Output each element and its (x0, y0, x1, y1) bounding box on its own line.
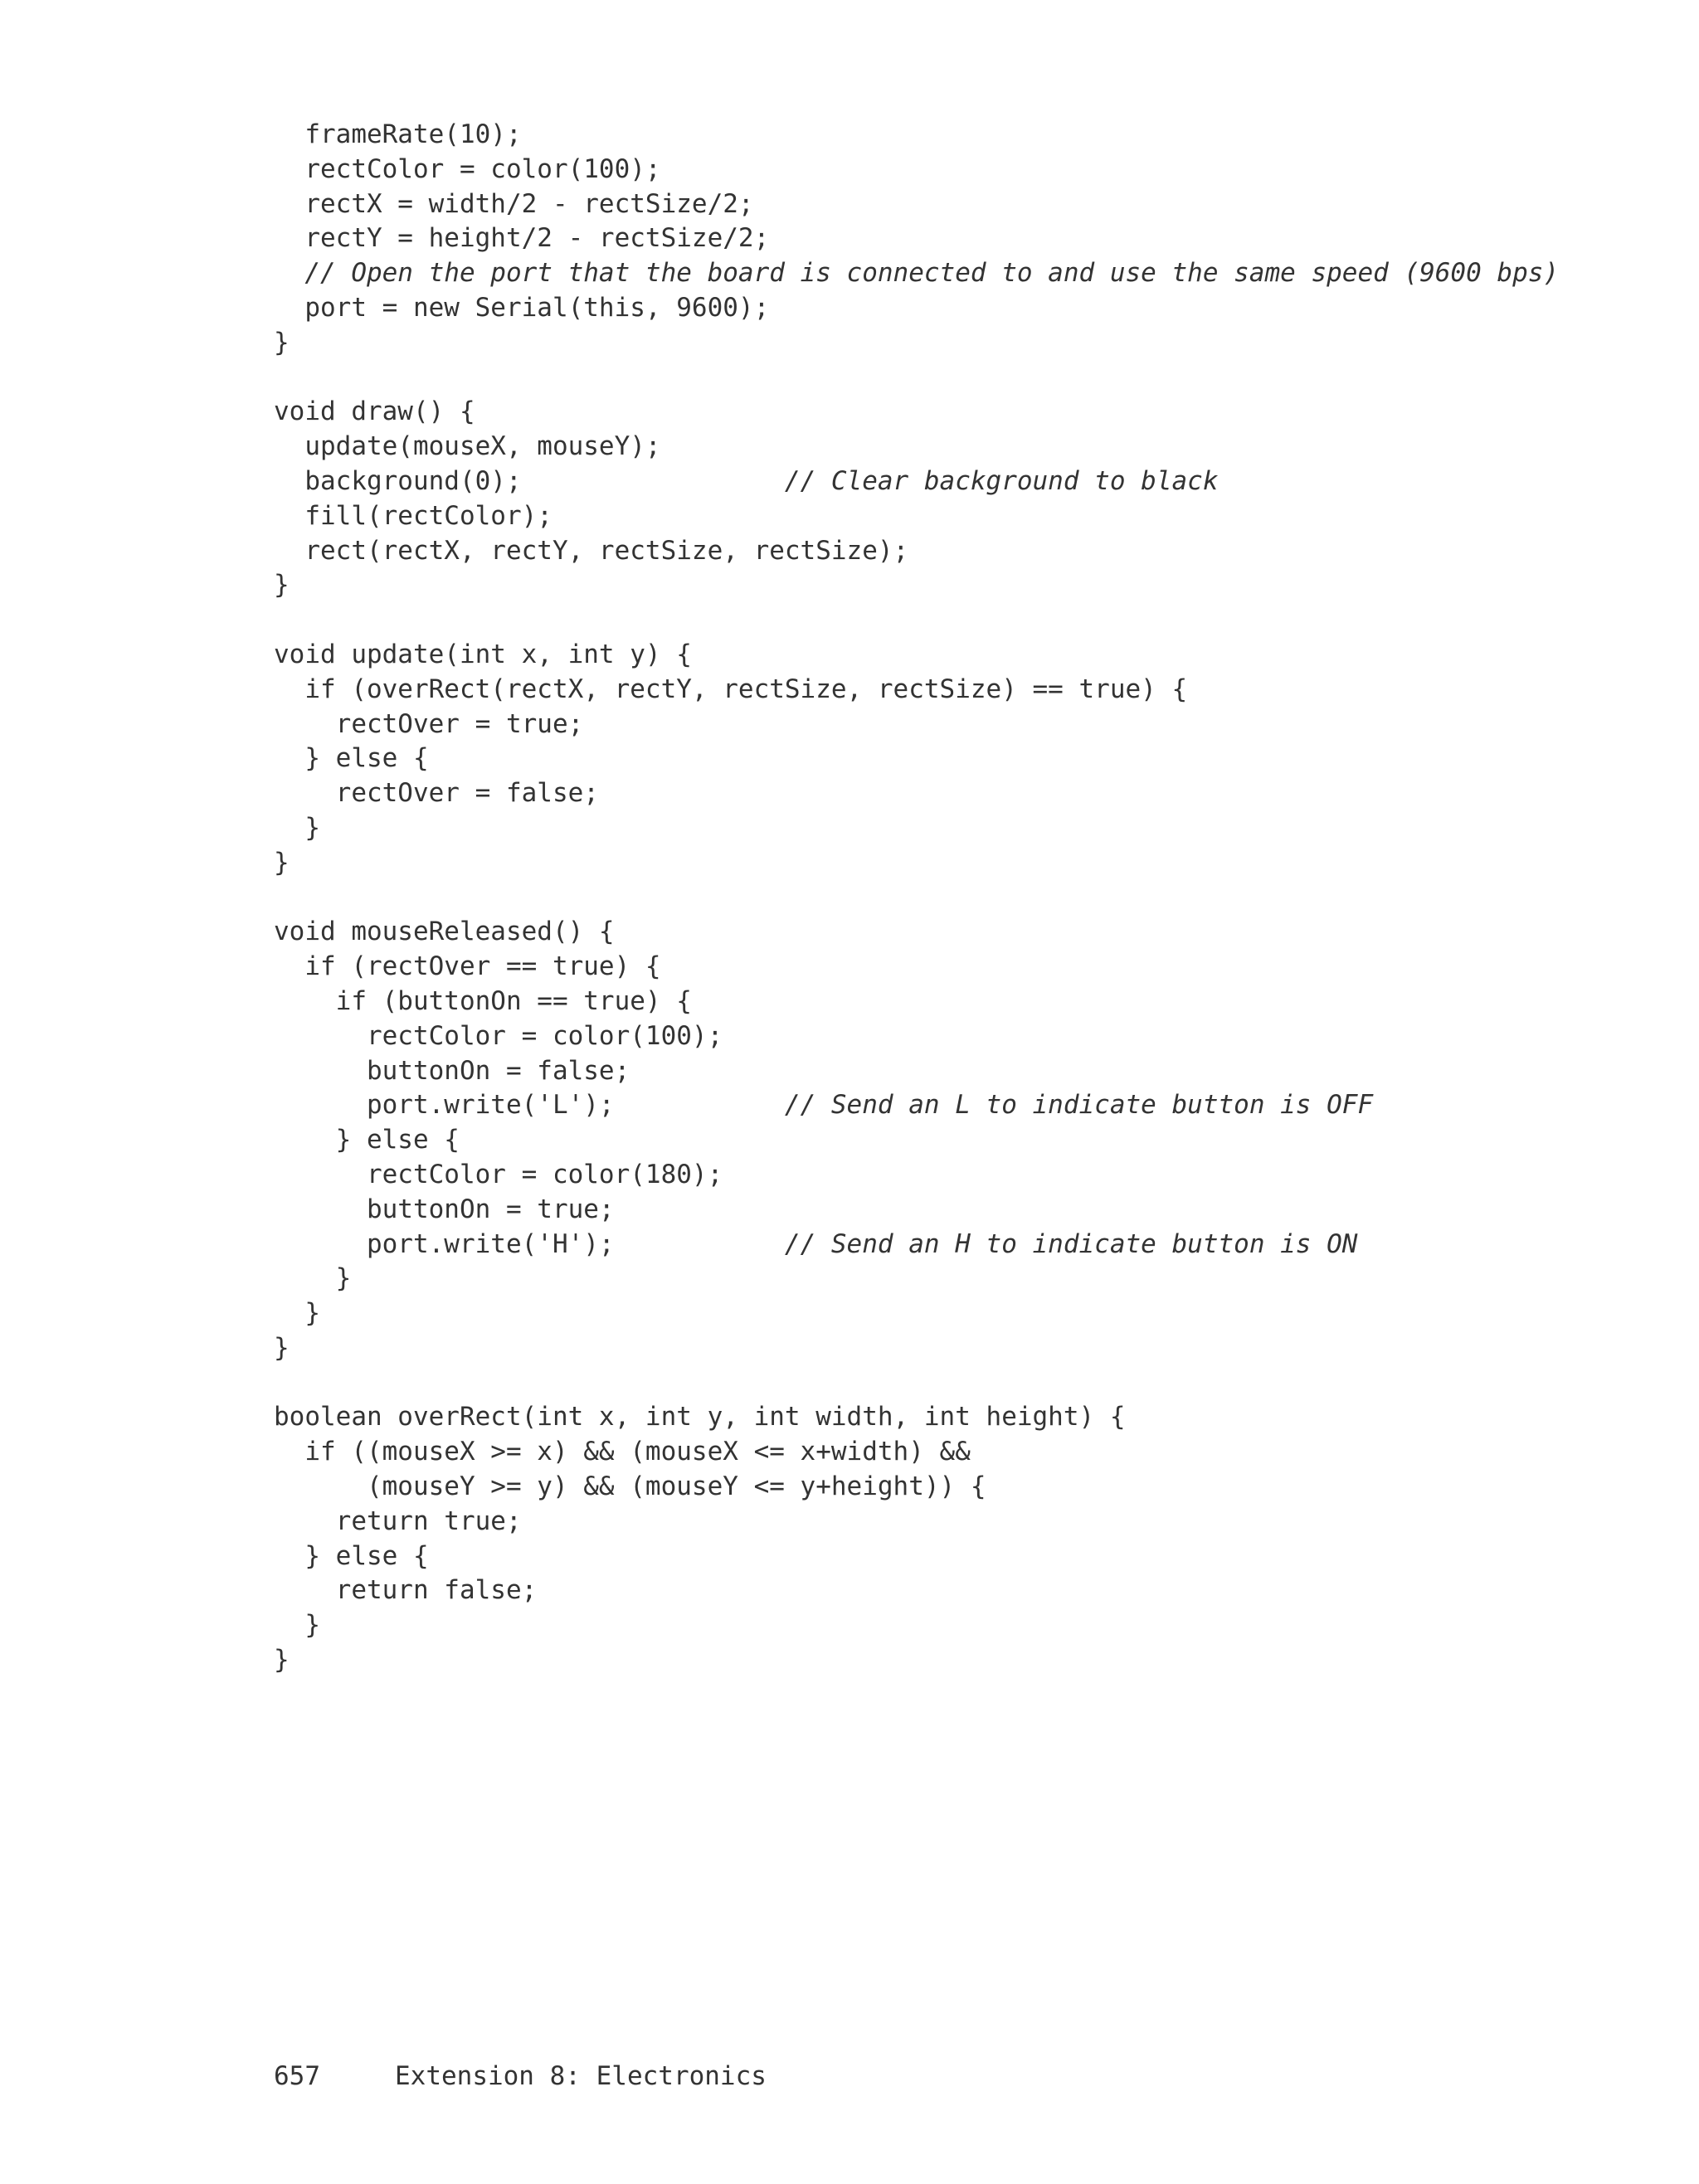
code-line (274, 1608, 1651, 1643)
code-line (274, 1366, 1651, 1401)
code-text: return true; (274, 1505, 522, 1536)
code-text: rectColor = color(180); (274, 1159, 723, 1189)
code-text: port.write('H'); (274, 1228, 785, 1259)
code-line (274, 846, 1651, 881)
code-text: port.write('L'); (274, 1090, 785, 1121)
code-text: } else { (274, 1125, 460, 1155)
code-line (274, 603, 1651, 638)
code-text: buttonOn = true; (274, 1194, 615, 1224)
code-line (274, 568, 1651, 603)
code-line (274, 1158, 1651, 1193)
code-line (274, 776, 1651, 811)
code-line (274, 1331, 1651, 1366)
code-line (274, 1088, 1651, 1123)
code-line (274, 430, 1651, 465)
code-line (274, 1228, 1651, 1262)
code-text: rect(rectX, rectY, rectSize, rectSize); (274, 535, 909, 566)
code-line (274, 1123, 1651, 1158)
code-line (274, 673, 1651, 708)
code-line (274, 1435, 1651, 1470)
code-text: } (274, 812, 320, 843)
code-line (274, 1193, 1651, 1228)
code-text: rectColor = color(100); (274, 1020, 723, 1051)
code-line (274, 1296, 1651, 1331)
section-title: Extension 8: Electronics (395, 2061, 767, 2091)
code-text: } (274, 1332, 290, 1363)
code-text: } (274, 570, 290, 601)
code-text: } (274, 1263, 352, 1294)
code-line (274, 1470, 1651, 1505)
code-comment: // Clear background to black (784, 465, 1219, 496)
code-text: rectOver = false; (274, 778, 599, 809)
code-line (274, 881, 1651, 916)
code-text: } (274, 1610, 320, 1641)
code-text: rectX = width/2 - rectSize/2; (274, 188, 754, 219)
code-line (274, 465, 1651, 499)
code-line (274, 1019, 1651, 1054)
code-text: } (274, 1298, 320, 1329)
code-comment: // Send an H to indicate button is ON (784, 1228, 1358, 1259)
code-line (274, 1540, 1651, 1574)
code-text: if (rectOver == true) { (274, 951, 661, 982)
code-text: port = new Serial(this, 9600); (274, 292, 770, 323)
code-line (274, 291, 1651, 326)
code-text: if (buttonOn == true) { (274, 985, 692, 1016)
code-text: void update(int x, int y) { (274, 639, 692, 669)
code-text: (mouseY >= y) && (mouseY <= y+height)) { (274, 1471, 986, 1502)
code-line (274, 361, 1651, 396)
code-text: return false; (274, 1575, 538, 1606)
code-line (274, 221, 1651, 256)
code-text: background(0); (274, 465, 785, 496)
code-line (274, 1400, 1651, 1435)
code-text: } else { (274, 743, 429, 774)
code-line (274, 326, 1651, 361)
code-text: if ((mouseX >= x) && (mouseX <= x+width) && (274, 1437, 971, 1467)
code-text: } (274, 327, 290, 358)
code-line (274, 985, 1651, 1019)
code-line (274, 187, 1651, 222)
code-line (274, 1054, 1651, 1089)
code-text: } else { (274, 1540, 429, 1571)
code-line (274, 638, 1651, 673)
code-text: void mouseReleased() { (274, 917, 615, 947)
code-line (274, 742, 1651, 776)
code-line (274, 1505, 1651, 1540)
code-text: rectOver = true; (274, 708, 584, 739)
code-text: update(mouseX, mouseY); (274, 431, 661, 462)
code-line (274, 153, 1651, 187)
code-line (274, 1643, 1651, 1678)
code-text: if (overRect(rectX, rectY, rectSize, rectSize) == true) { (274, 674, 1188, 704)
page-footer (274, 2059, 767, 2094)
code-line (274, 395, 1651, 430)
code-text: frameRate(10); (274, 119, 522, 149)
code-text: fill(rectColor); (274, 500, 553, 531)
code-comment: // Open the port that the board is connected to and use the same speed (9600 bps) (274, 258, 1560, 289)
code-text: } (274, 847, 290, 878)
code-line (274, 118, 1651, 153)
code-line (274, 256, 1651, 291)
code-text: rectColor = color(100); (274, 153, 661, 184)
code-line (274, 950, 1651, 985)
code-listing (274, 118, 1651, 1678)
code-line (274, 1574, 1651, 1608)
code-text: void draw() { (274, 396, 475, 427)
code-text: buttonOn = false; (274, 1055, 630, 1086)
code-text: } (274, 1645, 290, 1676)
code-line (274, 499, 1651, 534)
code-line (274, 1262, 1651, 1296)
code-text: boolean overRect(int x, int y, int width, int height) { (274, 1402, 1126, 1432)
code-line (274, 534, 1651, 569)
code-comment: // Send an L to indicate button is OFF (784, 1090, 1374, 1121)
code-line (274, 811, 1651, 846)
code-line (274, 708, 1651, 742)
code-text: rectY = height/2 - rectSize/2; (274, 223, 770, 254)
code-line (274, 915, 1651, 950)
page-number: 657 (274, 2061, 320, 2091)
